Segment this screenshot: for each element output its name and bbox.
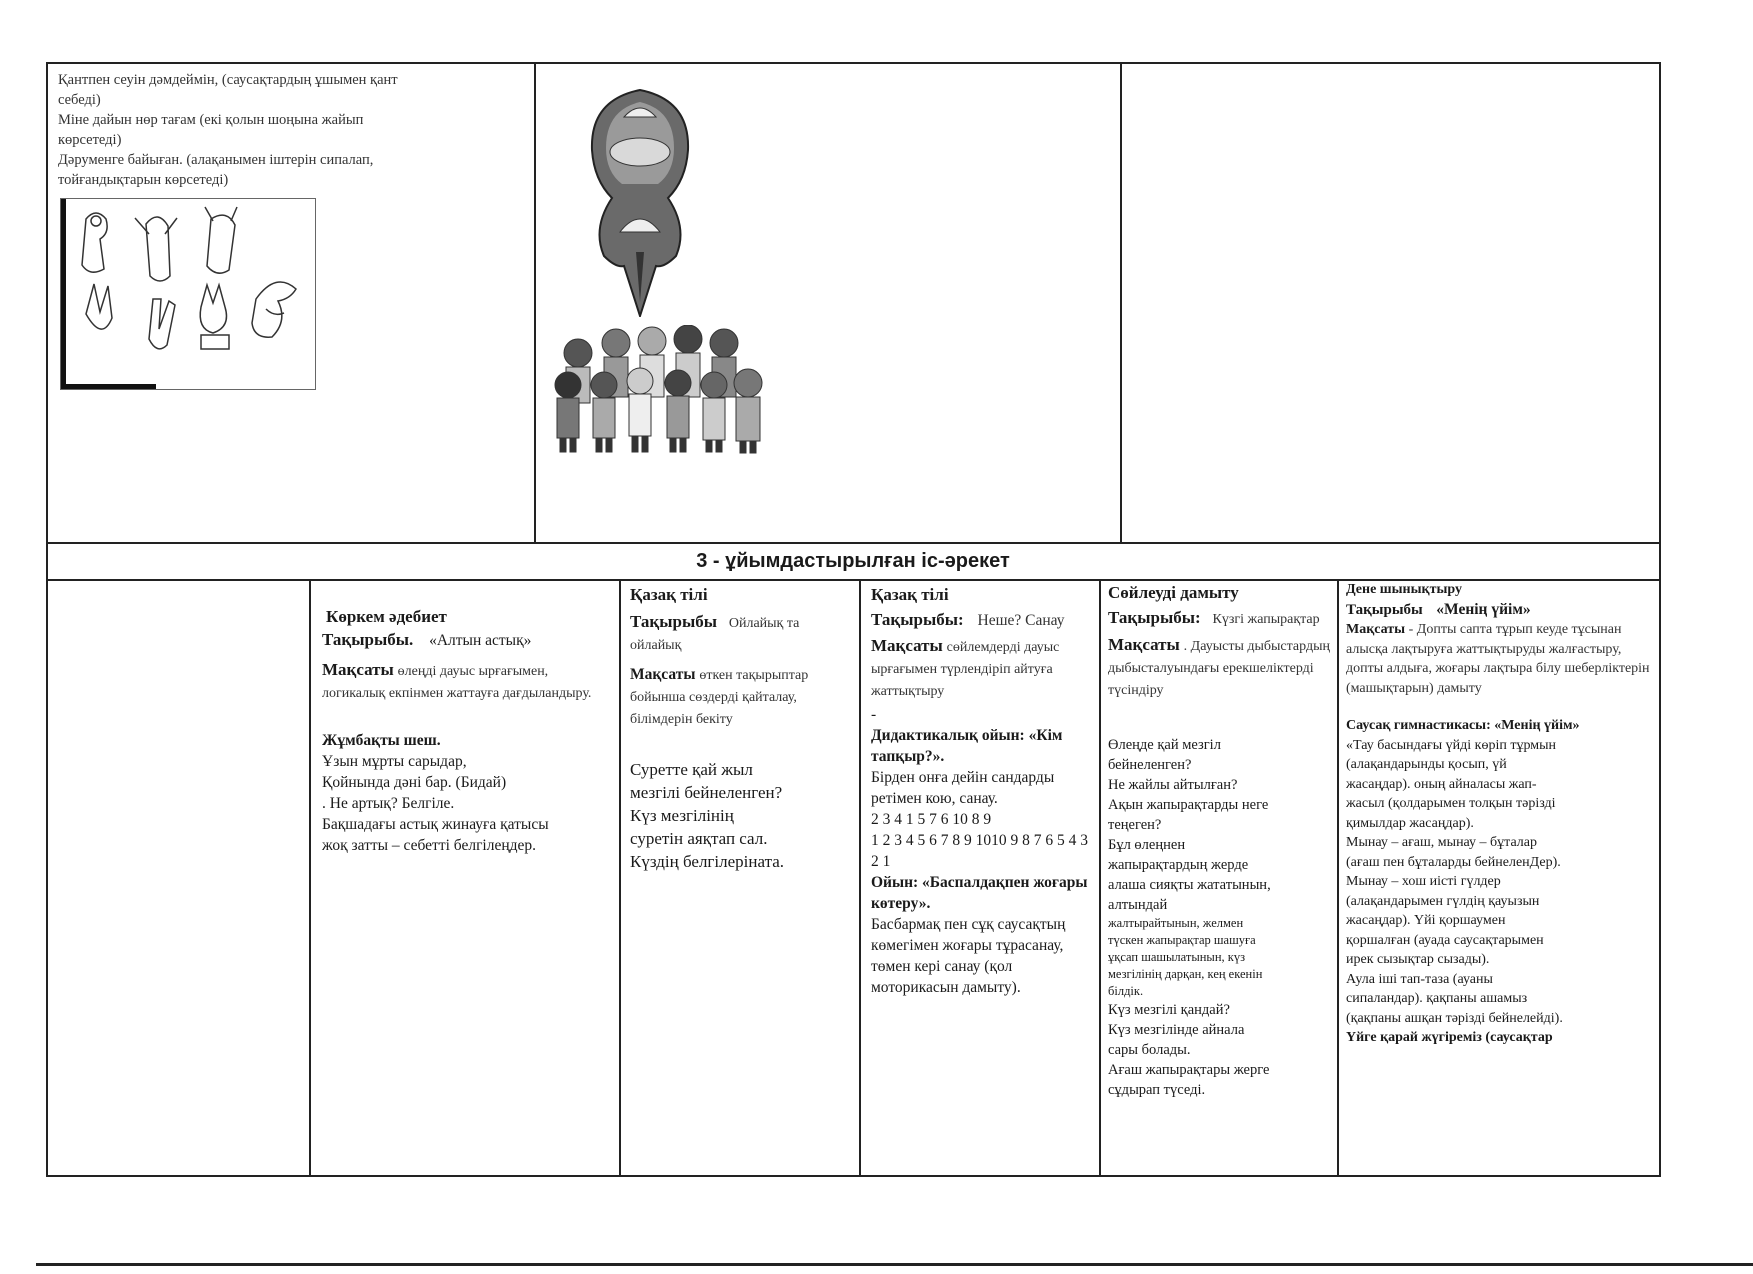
subject-label: Қазақ тілі <box>630 585 708 604</box>
q-line: Өлеңде қай мезгіл <box>1108 737 1221 753</box>
q-line: Ағаш жапырақтары жерге <box>1108 1062 1270 1078</box>
goal-label: Мақсаты <box>1346 622 1406 637</box>
children-group-image <box>548 325 783 457</box>
riddle-line: . Не артық? Белгіле. <box>322 795 455 812</box>
text-line: Қантпен сеуін дәмдеймін, (саусақтардың ұшымен қант <box>58 72 398 88</box>
text-line: Дәруменге байыған. (алақанымен іштерін сипалап, <box>58 152 374 168</box>
bottom-divider-2 <box>619 580 621 1176</box>
topic-value: «Алтын астық» <box>429 632 532 649</box>
goal-label: Мақсаты <box>630 666 696 683</box>
q-line: жапырақтардың жерде <box>1108 857 1249 873</box>
numbers-line-2: 1 2 3 4 5 6 7 8 9 1010 9 8 7 6 5 4 3 2 1 <box>871 832 1088 870</box>
game2-title: Ойын: «Баспалдақпен жоғары көтеру». <box>871 874 1088 912</box>
text-line: тойғандықтарын көрсетеді) <box>58 172 229 188</box>
bottom-divider-5 <box>1337 580 1339 1176</box>
q-line: алтындай <box>1108 897 1168 913</box>
top-divider-1 <box>534 62 536 544</box>
riddle-line: Бақшадағы астық жинауға қатысы <box>322 816 549 833</box>
subject-label: Сөйлеуді дамыту <box>1108 583 1239 602</box>
q-line: Бұл өлеңнен <box>1108 837 1186 853</box>
table-left-border <box>46 62 48 1177</box>
goal-label: Мақсаты <box>1108 635 1180 654</box>
q-line: түскен жапырақтар шашуға <box>1108 933 1256 947</box>
gym-line: қимылдар жасаңдар). <box>1346 815 1474 831</box>
goal-text: өлеңді дауыс ырғағымен, логикалық екпінмен жаттауға дағдыландыру. <box>322 664 592 701</box>
gym-line: (алақандарынды қосып, үй <box>1346 757 1507 772</box>
q-line: сұдырап түседі. <box>1108 1082 1206 1098</box>
riddle-line: Қойнында дәні бар. (Бидай) <box>322 774 507 791</box>
goal-label: Мақсаты <box>322 660 394 679</box>
topic-value: «Менің үйім» <box>1436 600 1531 618</box>
riddle-line: Ұзын мұрты сарыдар, <box>322 753 467 770</box>
gym-line: (алақандарымен гүлдің қауызын <box>1346 893 1540 909</box>
gym-line: ирек сызықтар сызады). <box>1346 952 1490 967</box>
q-line: Күз мезгілінде айнала <box>1108 1022 1245 1038</box>
task-line: мезгілі бейнеленген? <box>630 783 783 802</box>
q-line: сары болады. <box>1108 1042 1191 1058</box>
gym-line: Мынау – ағаш, мынау – бұталар <box>1346 835 1538 850</box>
section-title: 3 - ұйымдастырылған іс-әрекет <box>696 550 1010 572</box>
bottom-divider-4 <box>1099 580 1101 1176</box>
gym-title: Саусақ гимнастикасы: «Менің үйім» <box>1346 718 1580 733</box>
subject-label: Дене шынықтыру <box>1346 582 1463 597</box>
topic-label: Тақырыбы <box>630 612 717 631</box>
riddle-title: Жұмбақты шеш. <box>322 732 441 749</box>
q-line: Ақын жапырақтарды неге <box>1108 797 1269 813</box>
column-kazakh-1 <box>630 584 854 873</box>
game1-title: Дидактикалық ойын: «Кім тапқыр?». <box>871 727 1063 765</box>
text-line: себеді) <box>58 92 101 108</box>
subject-label: Қазақ тілі <box>871 585 949 604</box>
gym-line: қоршалған (ауада саусақтарымен <box>1346 932 1544 948</box>
gym-line: жасаңдар). оның айналасы жап- <box>1346 776 1537 792</box>
bottom-divider-1 <box>309 580 311 1176</box>
bottom-divider-3 <box>859 580 861 1176</box>
topic-label: Тақырыбы <box>1346 601 1423 618</box>
gym-line: «Тау басындағы үйді көріп тұрмын <box>1346 737 1556 753</box>
top-divider-2 <box>1120 62 1122 544</box>
riddle-line: жоқ затты – себетті белгілеңдер. <box>322 837 537 854</box>
topic-value: Күзгі жапырақтар <box>1212 612 1320 627</box>
q-line: ұқсап шашылатынын, күз <box>1108 950 1246 964</box>
task-line: суретін аяқтап сал. <box>630 829 768 848</box>
gym-line: Үйге қарай жүгіреміз (саусақтар <box>1346 1030 1553 1045</box>
q-line: Не жайлы айтылған? <box>1108 777 1238 793</box>
q-line: Күз мезгілі қандай? <box>1108 1002 1230 1018</box>
gym-line: (қақпаны ашқан тәрізді бейнелейді). <box>1346 1010 1563 1026</box>
numbers-line-1: 2 3 4 1 5 7 6 10 8 9 <box>871 811 992 828</box>
children-drawing <box>548 325 783 457</box>
ornament-drawing <box>580 82 700 317</box>
gym-line: жасаңдар). Үйі қоршаумен <box>1346 913 1506 928</box>
finger-play-text <box>58 70 528 190</box>
text-line: көрсетеді) <box>58 132 122 148</box>
column-literature <box>322 606 608 856</box>
topic-value: Ойлайық та ойлайық <box>630 616 800 653</box>
gym-line: Мынау – хош иісті гүлдер <box>1346 874 1501 889</box>
table-right-border <box>1659 62 1661 1177</box>
gym-line: (ағаш пен бұталарды бейнеленДер). <box>1346 854 1561 870</box>
goal-text: өткен тақырыптар бойынша сөздерді қайталау, білімдерін бекіту <box>630 668 809 727</box>
task-line: Күздің белгілеріната. <box>630 852 785 871</box>
table-bottom-border <box>46 1175 1660 1177</box>
topic-label: Тақырыбы. <box>322 630 414 649</box>
game2-text: Басбармақ пен сұқ саусақтың көмегімен жоғары тұрасанау, төмен кері санау (қол моторикасын дамыту). <box>871 916 1066 996</box>
hand-puppets-drawing <box>61 199 315 389</box>
q-line: білдік. <box>1108 984 1144 998</box>
topic-label: Тақырыбы: <box>871 610 964 629</box>
column-speech <box>1108 582 1332 1100</box>
top-border <box>46 62 1660 64</box>
q-line: теңеген? <box>1108 817 1162 833</box>
goal-text: сөйлемдерді дауыс ырғағымен түрлендіріп айтуға жаттықтыру <box>871 640 1060 699</box>
topic-value: Неше? Санау <box>977 612 1065 629</box>
task-line: Суретте қай жыл <box>630 760 753 779</box>
goal-text: - Допты сапта тұрып кеуде тұсынан алысқа лақтыруға жаттықтыруды жалғастыру, допты алдыға, жоғары лақтыра білу шеберліктерін (машықтарын) дамыту <box>1346 622 1650 696</box>
q-line: бейнеленген? <box>1108 757 1192 773</box>
ornament-image <box>580 82 700 317</box>
task-line: Күз мезгілінің <box>630 806 734 825</box>
gym-line: жасыл (қолдарымен толқын тәрізді <box>1346 796 1556 811</box>
topic-label: Тақырыбы: <box>1108 608 1201 627</box>
column-kazakh-2 <box>871 584 1093 998</box>
goal-label: Мақсаты <box>871 636 943 655</box>
q-line: алаша сияқты жататынын, <box>1108 877 1271 893</box>
q-line: мезгілінің дарқан, кең екенін <box>1108 967 1263 981</box>
page-bottom-rule <box>36 1263 1753 1266</box>
dash-text: - <box>871 706 877 723</box>
hand-puppets-image <box>60 198 316 390</box>
q-line: жалтырайтынын, желмен <box>1108 916 1244 930</box>
subject-label: Көркем әдебиет <box>326 607 447 626</box>
game1-text: Бірден онға дейін сандарды ретімен кою, санау. <box>871 769 1055 807</box>
gym-line: сипаландар). қақпаны ашамыз <box>1346 991 1528 1006</box>
text-line: Міне дайын нөр тағам (екі қолын шоңына жайып <box>58 112 364 128</box>
goal-text: . Дауысты дыбыстардың дыбысталуындағы ерекшеліктерді түсіндіру <box>1108 639 1330 698</box>
gym-line: Аула іші тап-таза (ауаны <box>1346 971 1493 987</box>
column-physical-education <box>1346 580 1652 1048</box>
